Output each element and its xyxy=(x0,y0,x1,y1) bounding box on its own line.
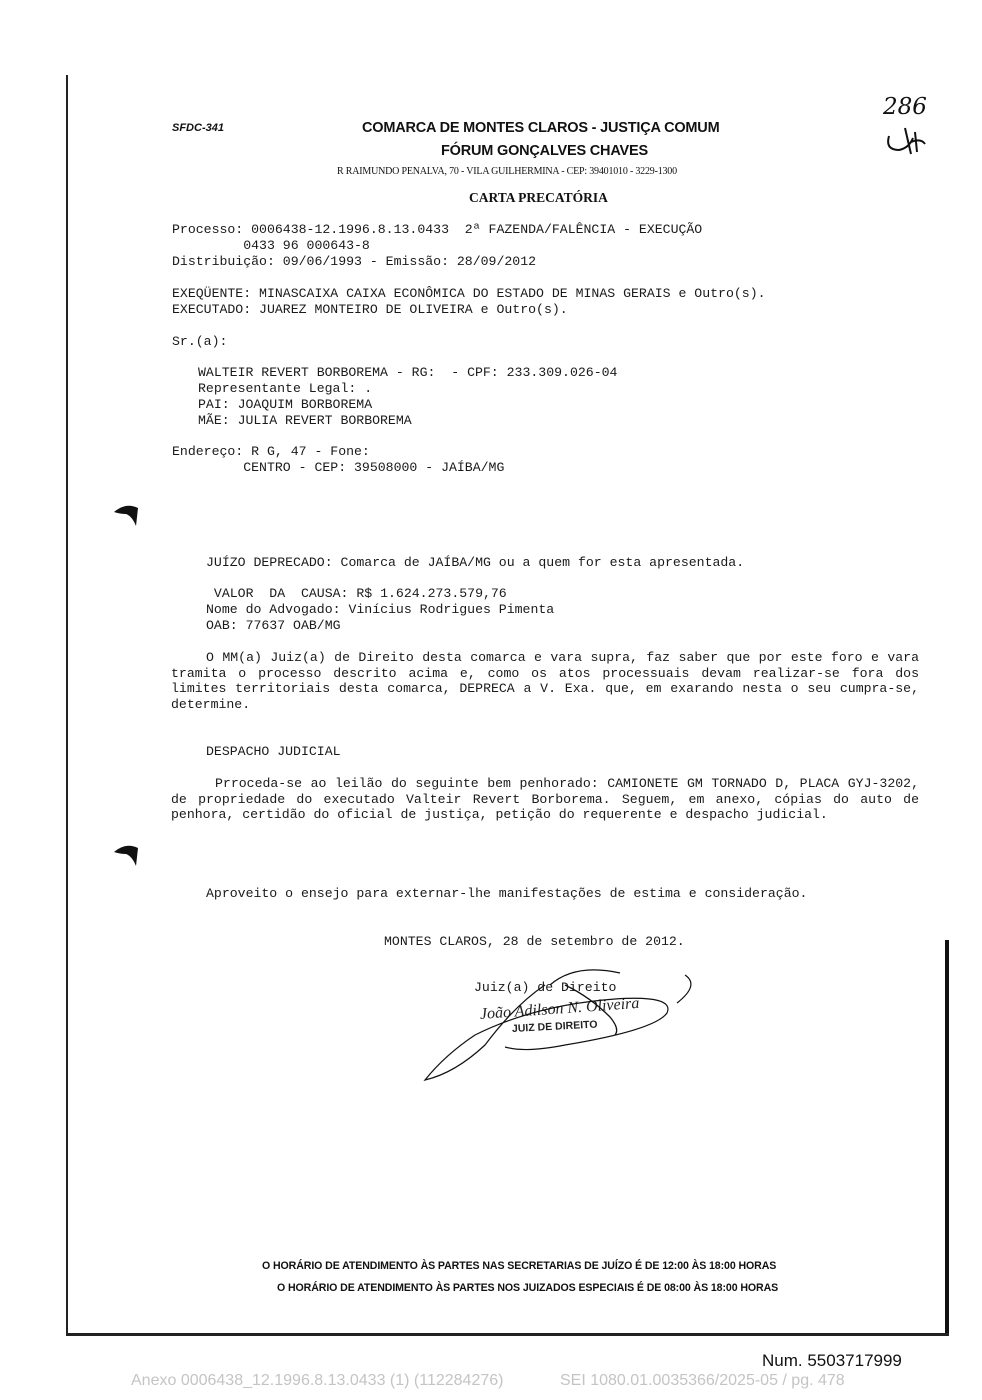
process-number: Processo: 0006438-12.1996.8.13.0433 2ª FAZENDA/FALÊNCIA - EXECUÇÃO xyxy=(172,222,703,237)
left-margin-rule xyxy=(66,75,68,1335)
punch-hole-mark xyxy=(112,842,142,868)
court-name: COMARCA DE MONTES CLAROS - JUSTIÇA COMUM xyxy=(362,120,720,136)
valor-da-causa: VALOR DA CAUSA: R$ 1.624.273.579,76 xyxy=(206,586,507,601)
father-name: PAI: JOAQUIM BORBOREMA xyxy=(198,397,373,412)
stamp-name: João Adilson N. Oliveira xyxy=(479,994,640,1023)
exequente: EXEQÜENTE: MINASCAIXA CAIXA ECONÔMICA DO ESTADO DE MINAS GERAIS e Outro(s). xyxy=(172,286,766,301)
handwritten-initials xyxy=(888,128,925,154)
hours-juizados: O HORÁRIO DE ATENDIMENTO ÀS PARTES NOS JUIZADOS ESPECIAIS É DE 08:00 ÀS 18:00 HORAS xyxy=(277,1282,779,1294)
sei-reference: SEI 1080.01.0035366/2025-05 / pg. 478 xyxy=(560,1372,845,1389)
distribution-dates: Distribuição: 09/06/1993 - Emissão: 28/09/2012 xyxy=(172,254,537,269)
bottom-margin-rule xyxy=(66,1333,949,1336)
hours-secretarias: O HORÁRIO DE ATENDIMENTO ÀS PARTES NAS SECRETARIAS DE JUÍZO É DE 12:00 ÀS 18:00 HORAS xyxy=(262,1260,777,1272)
recipient-address: Endereço: R G, 47 - Fone: xyxy=(172,444,370,459)
place-date: MONTES CLAROS, 28 de setembro de 2012. xyxy=(384,934,685,949)
signature-role: Juiz(a) de Direito xyxy=(474,980,617,995)
despacho-text: Prroceda-se ao leilão do seguinte bem penhorado: CAMIONETE GM TORNADO D, PLACA GYJ-3202, de propriedade do executado Valteir Revert Borborema. Seguem, em anexo, cópias do auto de penhora, certidão do oficial de justiça, petição do requerente e despacho judicial. xyxy=(171,776,919,823)
document-title: CARTA PRECATÓRIA xyxy=(469,190,608,205)
executado: EXECUTADO: JUAREZ MONTEIRO DE OLIVEIRA e Outro(s). xyxy=(172,302,568,317)
form-code: SFDC-341 xyxy=(172,122,224,134)
mother-name: MÃE: JULIA REVERT BORBOREMA xyxy=(198,413,412,428)
recipient-city: CENTRO - CEP: 39508000 - JAÍBA/MG xyxy=(172,460,505,475)
recipient-name: WALTEIR REVERT BORBOREMA - RG: - CPF: 233.309.026-04 xyxy=(198,365,618,380)
stamp-role: JUIZ DE DIREITO xyxy=(511,1018,598,1035)
lawyer-name: Nome do Advogado: Vinícius Rodrigues Pimenta xyxy=(206,602,555,617)
judge-signature xyxy=(415,955,715,1085)
right-margin-rule xyxy=(945,940,949,1335)
annex-reference: Anexo 0006438_12.1996.8.13.0433 (1) (112284276) xyxy=(131,1372,504,1389)
salutation: Sr.(a): xyxy=(172,334,228,349)
forum-name: FÓRUM GONÇALVES CHAVES xyxy=(441,143,648,159)
despacho-title: DESPACHO JUDICIAL xyxy=(206,744,341,759)
punch-hole-mark xyxy=(112,502,142,528)
svg-text:286: 286 xyxy=(883,94,927,120)
oab-number: OAB: 77637 OAB/MG xyxy=(206,618,341,633)
process-old-number: 0433 96 000643-8 xyxy=(172,238,370,253)
juizo-deprecado: JUÍZO DEPRECADO: Comarca de JAÍBA/MG ou a quem for esta apresentada. xyxy=(206,555,745,570)
court-address: R RAIMUNDO PENALVA, 70 - VILA GUILHERMINA - CEP: 39401010 - 3229-1300 xyxy=(337,166,677,177)
legal-representative: Representante Legal: . xyxy=(198,381,373,396)
document-number: Num. 5503717999 xyxy=(762,1351,902,1370)
handwritten-page-number xyxy=(875,88,945,160)
main-paragraph: O MM(a) Juiz(a) de Direito desta comarca e vara supra, faz saber que por este foro e vara tramita o processo descrito acima e, como os atos processuais devam realizar-se fora dos limites territoriais desta comarca, DEPRECA a V. Exa. que, em exarando nesta o seu cumpra-se, determine. xyxy=(171,650,919,712)
closing-remark: Aproveito o ensejo para externar-lhe manifestações de estima e consideração. xyxy=(206,886,808,901)
